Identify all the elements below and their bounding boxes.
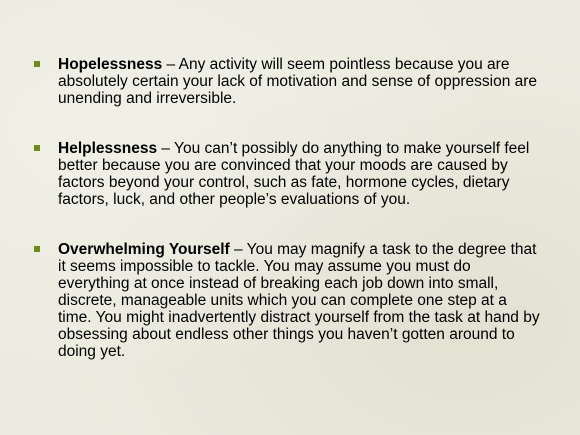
bullet-term: Hopelessness xyxy=(58,56,163,73)
bullet-item-helplessness xyxy=(34,140,544,208)
bullet-text: – You can’t possibly do anything to make yourself feel better because you are convinced that your moods are caused by factors beyond your control, such as fate, hormone cycles, dietary factors, luck, and other people’s evaluations of you. xyxy=(58,140,530,208)
bullet-term: Overwhelming Yourself xyxy=(58,241,230,258)
square-bullet-icon xyxy=(34,61,40,67)
bullet-item-hopelessness xyxy=(34,56,544,107)
square-bullet-icon xyxy=(34,145,40,151)
bullet-item-overwhelming-yourself xyxy=(34,241,544,360)
bullet-list xyxy=(34,56,544,360)
bullet-term: Helplessness xyxy=(58,140,158,157)
square-bullet-icon xyxy=(34,246,40,252)
bullet-text: – You may magnify a task to the degree that it seems impossible to tackle. You may assume you must do everything at once instead of breaking each job down into small, discrete, manageable units which you can complete one step at a time. You might inadvertently distract yourself from the task at hand by obsessing about endless other things you haven’t gotten around to doing yet. xyxy=(58,241,540,360)
bullet-text: – Any activity will seem pointless because you are absolutely certain your lack of motivation and sense of oppression are unending and irreversible. xyxy=(58,56,538,107)
